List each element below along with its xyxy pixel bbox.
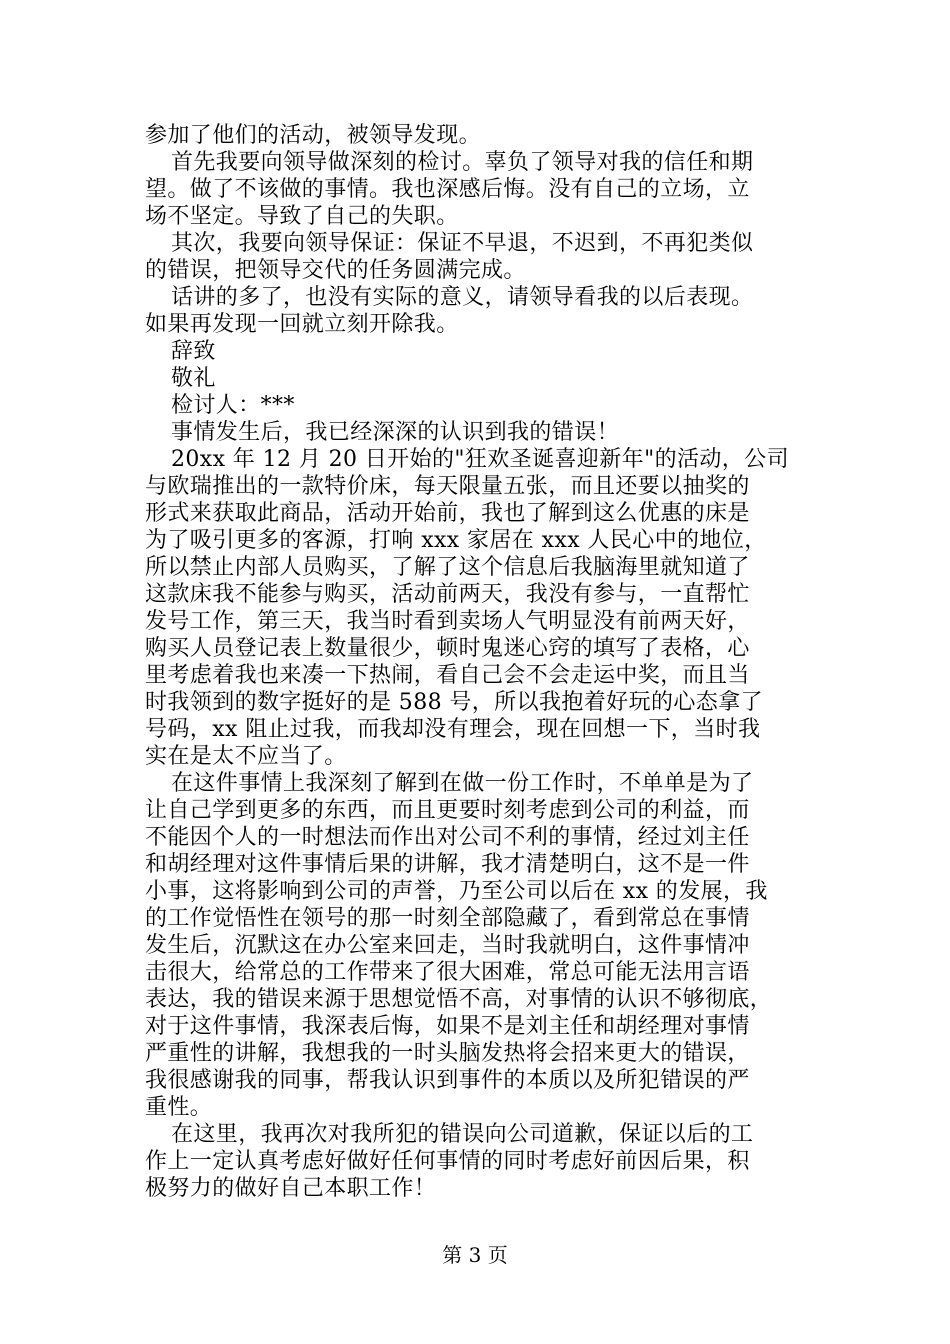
page-number: 第 3 页 [442, 1243, 508, 1267]
text-line: 这款床我不能参与购买，活动前两天，我没有参与，一直帮忙 [145, 582, 750, 607]
document-body [145, 122, 805, 1202]
text-line: 如果再发现一回就立刻开除我。 [145, 312, 459, 337]
text-line: 参加了他们的活动，被领导发现。 [145, 123, 482, 148]
text-line: 让自己学到更多的东西，而且更要时刻考虑到公司的利益，而 [145, 798, 750, 823]
text-line: 的工作觉悟性在领号的那一时刻全部隐藏了，看到常总在事情 [145, 906, 750, 931]
text-line: 发生后，沉默这在办公室来回走，当时我就明白，这件事情冲 [145, 933, 750, 958]
text-line: 和胡经理对这件事情后果的讲解，我才清楚明白，这不是一件 [145, 852, 750, 877]
text-line: 在这里，我再次对我所犯的错误向公司道歉，保证以后的工 [171, 1122, 754, 1147]
text-line: 望。做了不该做的事情。我也深感后悔。没有自己的立场，立 [145, 177, 750, 202]
text-line: 极努力的做好自己本职工作！ [145, 1176, 437, 1201]
text-line: 在这件事情上我深刻了解到在做一份工作时，不单单是为了 [171, 771, 754, 796]
text-line: 场不坚定。导致了自己的失职。 [145, 204, 459, 229]
text-line: 小事，这将影响到公司的声誉，乃至公司以后在 xx 的发展，我 [145, 879, 768, 904]
text-line: 其次，我要向领导保证：保证不早退，不迟到，不再犯类似 [171, 231, 754, 256]
text-line: 为了吸引更多的客源，打响 xxx 家居在 xxx 人民心中的地位， [145, 528, 767, 553]
text-line: 话讲的多了，也没有实际的意义，请领导看我的以后表现。 [171, 285, 754, 310]
text-line: 击很大，给常总的工作带来了很大困难，常总可能无法用言语 [145, 960, 750, 985]
text-line: 检讨人：*** [171, 393, 295, 418]
text-line: 不能因个人的一时想法而作出对公司不利的事情，经过刘主任 [145, 825, 750, 850]
text-line: 购买人员登记表上数量很少，顿时鬼迷心窍的填写了表格，心 [145, 636, 750, 661]
text-line: 实在是太不应当了。 [145, 744, 347, 769]
text-line: 作上一定认真考虑好做好任何事情的同时考虑好前因后果，积 [145, 1149, 750, 1174]
text-line: 表达，我的错误来源于思想觉悟不高，对事情的认识不够彻底， [145, 987, 773, 1012]
text-line: 与欧瑞推出的一款特价床，每天限量五张，而且还要以抽奖的 [145, 474, 750, 499]
text-line: 20xx 年 12 月 20 日开始的"狂欢圣诞喜迎新年"的活动，公司 [171, 447, 790, 472]
text-line: 事情发生后，我已经深深的认识到我的错误！ [171, 420, 620, 445]
text-line: 敬礼 [171, 366, 216, 391]
text-line: 辞致 [171, 339, 216, 364]
text-line: 所以禁止内部人员购买，了解了这个信息后我脑海里就知道了 [145, 555, 750, 580]
text-line: 的错误，把领导交代的任务圆满完成。 [145, 258, 526, 283]
text-line: 严重性的讲解，我想我的一时头脑发热将会招来更大的错误， [145, 1041, 750, 1066]
text-line: 重性。 [145, 1095, 213, 1120]
text-line: 形式来获取此商品，活动开始前，我也了解到这么优惠的床是 [145, 501, 750, 526]
text-line: 发号工作，第三天，我当时看到卖场人气明显没有前两天好， [145, 609, 750, 634]
text-line: 号码，xx 阻止过我，而我却没有理会，现在回想一下，当时我 [145, 717, 761, 742]
text-line: 对于这件事情，我深表后悔，如果不是刘主任和胡经理对事情 [145, 1014, 750, 1039]
text-line: 里考虑着我也来凑一下热闹，看自己会不会走运中奖，而且当 [145, 663, 750, 688]
text-line: 我很感谢我的同事，帮我认识到事件的本质以及所犯错误的严 [145, 1068, 750, 1093]
text-line: 首先我要向领导做深刻的检讨。辜负了领导对我的信任和期 [171, 150, 754, 175]
text-line: 时我领到的数字挺好的是 588 号，所以我抱着好玩的心态拿了 [145, 690, 763, 715]
